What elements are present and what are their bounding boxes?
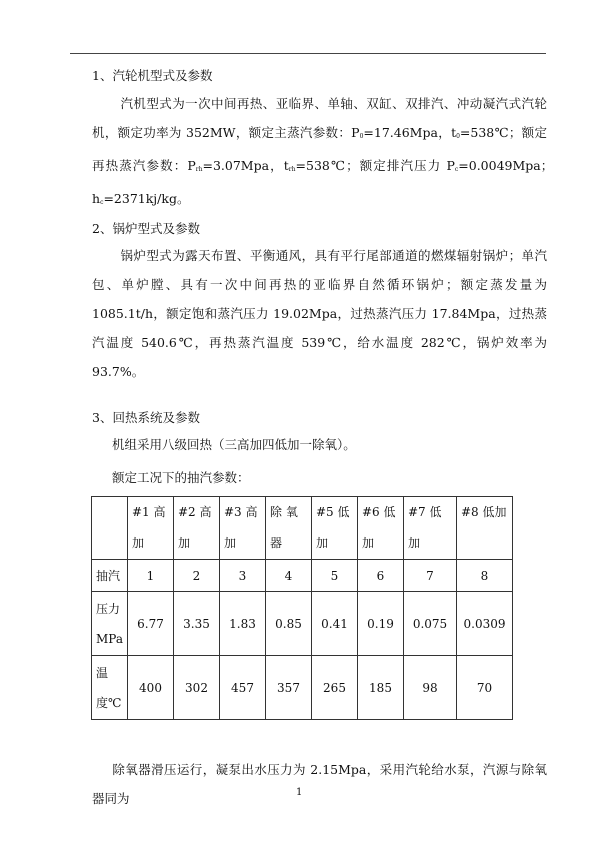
- table-row: [92, 560, 513, 592]
- table-cell: 6.77: [128, 592, 174, 656]
- table-header-cell: #2 高加: [174, 497, 220, 560]
- section-heading-regen: 3、回热系统及参数: [92, 410, 200, 425]
- row-label: 抽汽: [92, 560, 128, 592]
- table-cell: 185: [358, 656, 404, 720]
- table-cell: 400: [128, 656, 174, 720]
- table-header-cell: 除 氧器: [266, 497, 312, 560]
- table-cell: 5: [312, 560, 358, 592]
- section-heading-boiler: 2、锅炉型式及参数: [92, 221, 200, 236]
- header-rule: [70, 53, 546, 54]
- paragraph-turbine: 汽机型式为一次中间再热、亚临界、单轴、双缸、双排汽、冲动凝汽式汽轮机，额定功率为 352MW，额定主蒸汽参数：$P_0=17.46Mpa$，$t_0=538℃$；额定再热蒸汽参数：$P_{rh}=3.07Mpa$，$t_{rh}=538℃$；额定排汽压力 $P_c=0.0049Mpa$； $h_c=2371kj/kg$。: [92, 96, 560, 206]
- section-heading-turbine: 1、汽轮机型式及参数: [92, 68, 213, 83]
- table-row: [92, 656, 513, 720]
- table-row: [92, 592, 513, 656]
- table-cell: 357: [266, 656, 312, 720]
- row-label: 温度℃: [92, 656, 128, 720]
- table-cell: 1.83: [220, 592, 266, 656]
- paragraph-regen: 机组采用八级回热（三高加四低加一除氧）。: [112, 437, 356, 452]
- paragraph-table-caption: 额定工况下的抽汽参数：: [112, 470, 250, 485]
- table-cell: [92, 497, 128, 560]
- table-cell: 3.35: [174, 592, 220, 656]
- table-cell: 0.19: [358, 592, 404, 656]
- table-cell: 1: [128, 560, 174, 592]
- table-cell: 6: [358, 560, 404, 592]
- table-header-cell: #5 低加: [312, 497, 358, 560]
- table-cell: 457: [220, 656, 266, 720]
- table-cell: 2: [174, 560, 220, 592]
- table-cell: 265: [312, 656, 358, 720]
- table-cell: 0.41: [312, 592, 358, 656]
- table-cell: 0.075: [404, 592, 457, 656]
- table-cell: 0.0309: [457, 592, 513, 656]
- page-number: 1: [296, 787, 303, 798]
- table-header-cell: #7 低加: [404, 497, 457, 560]
- table-cell: 3: [220, 560, 266, 592]
- paragraph-deaerator: 除氧器滑压运行，凝泵出水压力为 2.15Mpa，采用汽轮给水泵，汽源与除氧器同为: [92, 762, 547, 806]
- extraction-table: [91, 496, 513, 720]
- table-header-cell: #6 低加: [358, 497, 404, 560]
- paragraph-boiler: 锅炉型式为露天布置、平衡通风，具有平行尾部通道的燃煤辐射锅炉；单汽包、单炉膛、具有一次中间再热的亚临界自然循环锅炉；额定蒸发量为 1085.1t/h，额定饱和蒸汽压力 19.02Mpa，过热蒸汽压力 17.84Mpa，过热蒸汽温度 540.6℃，再热蒸汽温度 539℃，给水温度 282℃，锅炉效率为 93.7%。: [92, 248, 547, 379]
- table-cell: 98: [404, 656, 457, 720]
- table-header-cell: #1 高加: [128, 497, 174, 560]
- table-cell: 7: [404, 560, 457, 592]
- table-cell: 70: [457, 656, 513, 720]
- table-cell: 4: [266, 560, 312, 592]
- table-header-row: [92, 497, 513, 560]
- table-header-cell: #3 高加: [220, 497, 266, 560]
- table-cell: 0.85: [266, 592, 312, 656]
- table-cell: 8: [457, 560, 513, 592]
- table-cell: 302: [174, 656, 220, 720]
- row-label: 压力MPa: [92, 592, 128, 656]
- table-header-cell: #8 低加: [457, 497, 513, 560]
